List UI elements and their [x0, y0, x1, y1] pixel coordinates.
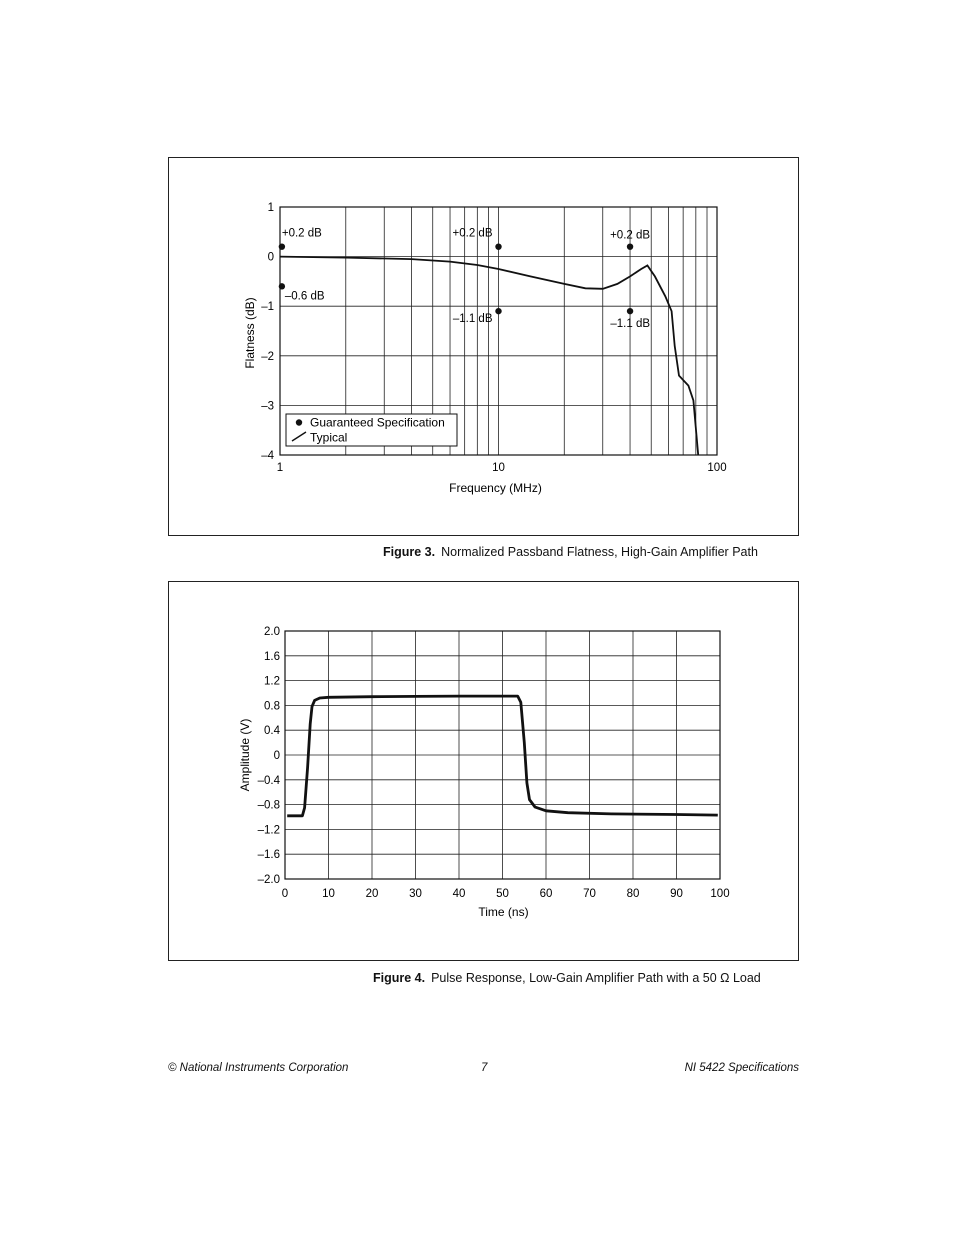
spec-point-label: +0.2 dB	[281, 227, 322, 240]
legend-label-guaranteed: Guaranteed Specification	[310, 415, 445, 430]
y-tick-label: –1	[261, 301, 274, 314]
y-tick-label: 0.4	[264, 725, 280, 738]
x-tick-label: 0	[281, 888, 289, 900]
x-tick-label: 80	[626, 888, 640, 900]
x-tick-label: 100	[710, 888, 730, 900]
y-tick-label: –1.6	[257, 849, 280, 862]
x-tick-label: 60	[539, 888, 553, 900]
x-axis-title: Time (ns)	[478, 905, 529, 919]
x-axis-title: Frequency (MHz)	[449, 481, 542, 495]
figure-4-frame	[168, 581, 799, 961]
y-tick-label: 1	[267, 202, 274, 214]
y-tick-label: –1.2	[257, 824, 280, 837]
x-tick-label: 70	[583, 888, 596, 900]
figure-3-label: Figure 3.	[383, 545, 436, 559]
footer-document-title: NI 5422 Specifications	[684, 1062, 799, 1074]
y-tick-label: –0.4	[257, 774, 280, 787]
spec-point-label: –0.6 dB	[284, 290, 325, 303]
x-tick-label: 10	[492, 462, 505, 474]
spec-point-label: +0.2 dB	[452, 227, 493, 240]
figure-3-caption-text: Normalized Passband Flatness, High-Gain Amplifier Path	[441, 545, 758, 559]
spec-point-label: –1.1 dB	[610, 318, 651, 331]
figure-4-caption	[373, 971, 761, 985]
y-tick-label: 1.6	[264, 650, 280, 663]
x-tick-label: 1	[276, 462, 284, 474]
spec-point-label: –1.1 dB	[452, 313, 493, 326]
spec-point	[495, 243, 501, 249]
spec-point	[627, 243, 633, 249]
y-axis-title: Amplitude (V)	[238, 718, 252, 792]
y-tick-label: 2.0	[264, 626, 280, 638]
pulse-response-chart	[169, 582, 800, 962]
flatness-chart	[169, 158, 800, 537]
x-tick-label: 90	[670, 888, 683, 900]
x-tick-label: 30	[409, 888, 422, 900]
x-tick-label: 100	[707, 462, 727, 474]
y-tick-label: 0	[267, 251, 274, 264]
x-tick-label: 20	[365, 888, 379, 900]
legend-label-typical: Typical	[310, 430, 348, 445]
spec-point	[495, 308, 501, 314]
y-axis-title: Flatness (dB)	[243, 297, 257, 369]
x-tick-label: 10	[322, 888, 335, 900]
legend-dot-marker	[296, 419, 302, 425]
y-tick-label: –0.8	[257, 799, 280, 812]
figure-4-caption-text: Pulse Response, Low-Gain Amplifier Path with a 50 Ω Load	[431, 971, 761, 985]
spec-point	[279, 243, 285, 249]
x-tick-label: 40	[452, 888, 466, 900]
figure-3-caption	[383, 545, 758, 559]
x-tick-label: 50	[496, 888, 509, 900]
y-tick-label: –4	[261, 450, 274, 462]
y-tick-label: –2.0	[257, 874, 280, 886]
y-tick-label: 1.2	[264, 675, 280, 688]
y-tick-label: 0	[273, 750, 280, 762]
y-tick-label: –2	[261, 350, 274, 363]
figure-4-label: Figure 4.	[373, 971, 426, 985]
footer-copyright: © National Instruments Corporation	[168, 1062, 349, 1074]
y-tick-label: –3	[261, 400, 274, 413]
y-tick-label: 0.8	[264, 700, 280, 713]
spec-point	[279, 283, 285, 289]
spec-point-label: +0.2 dB	[610, 229, 651, 242]
figure-3-frame	[168, 157, 799, 536]
spec-point	[627, 308, 633, 314]
footer-page-number: 7	[481, 1062, 488, 1074]
